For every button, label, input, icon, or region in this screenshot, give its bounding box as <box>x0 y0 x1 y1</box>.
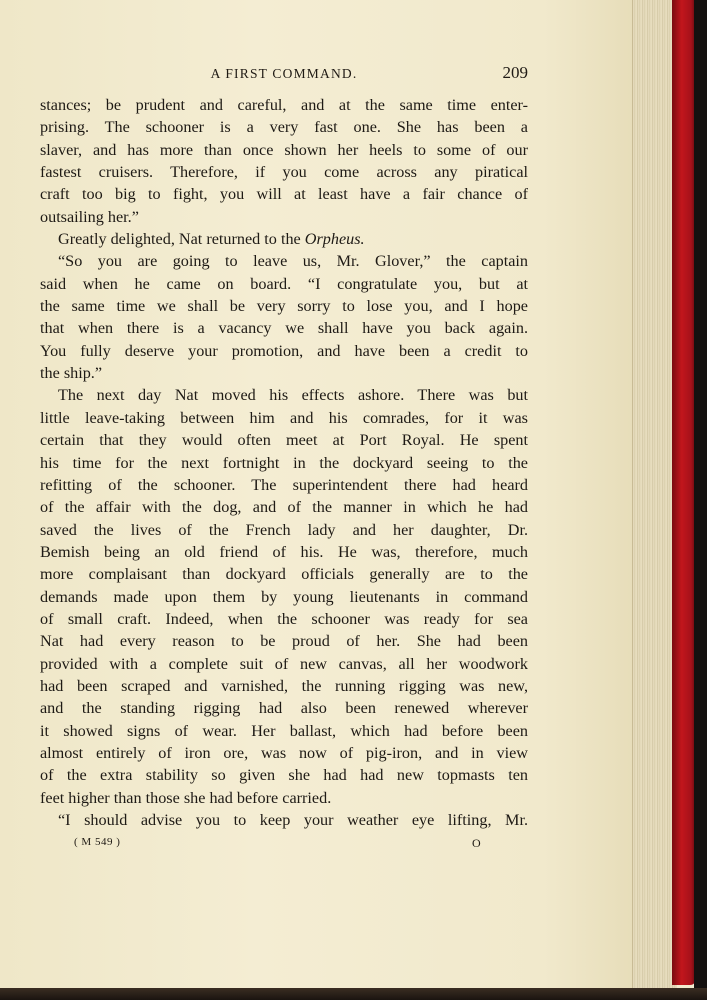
text-line <box>40 608 528 630</box>
text-line-content: almost entirely of iron ore, was now of pig-iron, and in view <box>40 743 528 762</box>
text-line <box>40 653 528 675</box>
text-line-content: little leave-taking between him and his comrades, for it was <box>40 408 528 427</box>
text-line <box>40 250 528 272</box>
text-line-content: Bemish being an old friend of his. He was, therefore, much <box>40 542 528 561</box>
signature-letter: O <box>472 836 481 850</box>
text-line-content: of small craft. Indeed, when the schooner was ready for sea <box>40 609 528 628</box>
text-line <box>40 787 528 809</box>
text-line <box>40 384 528 406</box>
text-line <box>40 474 528 496</box>
text-line-content: more complaisant than dockyard officials generally are to the <box>40 565 528 584</box>
text-line-content: saved the lives of the French lady and her daughter, Dr. <box>40 520 528 539</box>
text-line <box>40 496 528 518</box>
text-line-content: refitting of the schooner. The superintendent there had heard <box>40 475 528 494</box>
text-line <box>40 161 528 183</box>
text-line-content: “I should advise you to keep your weather eye lifting, Mr. <box>58 811 528 829</box>
text-line-content: Greatly delighted, Nat returned to the <box>58 230 305 249</box>
text-line-content: stances; be prudent and careful, and at the same time enter- <box>40 96 528 114</box>
text-line <box>40 519 528 541</box>
text-line-content: and the standing rigging had also been renewed wherever <box>40 699 528 718</box>
text-line <box>40 675 528 697</box>
text-line-content: fastest cruisers. Therefore, if you come across any piratical <box>40 163 528 182</box>
text-line <box>40 206 528 228</box>
text-line <box>40 697 528 719</box>
text-line-content: feet higher than those she had before carried. <box>40 788 332 807</box>
text-line <box>40 116 528 138</box>
text-line <box>40 720 528 742</box>
text-line <box>40 273 528 295</box>
red-binding-edge <box>672 0 696 985</box>
text-line-content: craft too big to fight, you will at least have a fair chance of <box>40 185 528 204</box>
text-line <box>40 429 528 451</box>
text-line <box>40 541 528 563</box>
text-line <box>40 563 528 585</box>
body-text <box>40 94 528 831</box>
text-line <box>40 764 528 786</box>
text-line <box>40 742 528 764</box>
text-line <box>40 94 528 116</box>
text-line <box>40 362 528 384</box>
text-line <box>40 630 528 652</box>
text-line-content: slaver, and has more than once shown her heels to some of our <box>40 140 528 159</box>
text-line-content: provided with a complete suit of new canvas, all her woodwork <box>40 654 528 673</box>
italic-ship-name: Orpheus. <box>304 230 365 249</box>
text-line <box>40 586 528 608</box>
text-line-content: of the extra stability so given she had had new topmasts ten <box>40 766 528 785</box>
text-line <box>40 452 528 474</box>
text-line-content: of the affair with the dog, and of the manner in which he had <box>40 498 528 517</box>
page-footer <box>40 836 528 856</box>
running-head <box>40 62 528 84</box>
text-line-content: outsailing her.” <box>40 207 139 226</box>
text-line-content: demands made upon them by young lieutenants in command <box>40 587 528 606</box>
text-line-content: it showed signs of wear. Her ballast, which had before been <box>40 721 528 740</box>
text-line <box>40 183 528 205</box>
text-line <box>40 139 528 161</box>
page-number: 209 <box>502 63 528 82</box>
text-line <box>40 317 528 339</box>
page-fore-edge <box>632 0 677 990</box>
background-right <box>694 0 707 1000</box>
text-line-content: You fully deserve your promotion, and have been a credit to <box>40 341 528 360</box>
text-line-content: prising. The schooner is a very fast one. She has been a <box>40 118 528 137</box>
text-line-content: his time for the next fortnight in the dockyard seeing to the <box>40 453 528 472</box>
text-line <box>40 809 528 831</box>
text-line-content: “So you are going to leave us, Mr. Glover,” the captain <box>58 252 528 271</box>
text-line <box>40 295 528 317</box>
background-bottom <box>0 988 707 1000</box>
text-line-content: that when there is a vacancy we shall have you back again. <box>40 319 528 338</box>
printer-signature: ( M 549 ) <box>74 836 121 848</box>
running-head-title: A FIRST COMMAND. <box>210 66 358 81</box>
text-line-content: certain that they would often meet at Port Royal. He spent <box>40 431 528 450</box>
text-line-content: had been scraped and varnished, the running rigging was new, <box>40 676 528 695</box>
text-line-content: the same time we shall be very sorry to lose you, and I hope <box>40 297 528 316</box>
text-line-content: The next day Nat moved his effects ashore. There was but <box>58 386 528 405</box>
text-line-content: Nat had every reason to be proud of her. She had been <box>40 632 528 651</box>
text-line <box>40 340 528 362</box>
text-line <box>40 228 528 250</box>
text-line <box>40 407 528 429</box>
text-line-content: said when he came on board. “I congratulate you, but at <box>40 274 528 293</box>
text-line-content: the ship.” <box>40 364 103 383</box>
